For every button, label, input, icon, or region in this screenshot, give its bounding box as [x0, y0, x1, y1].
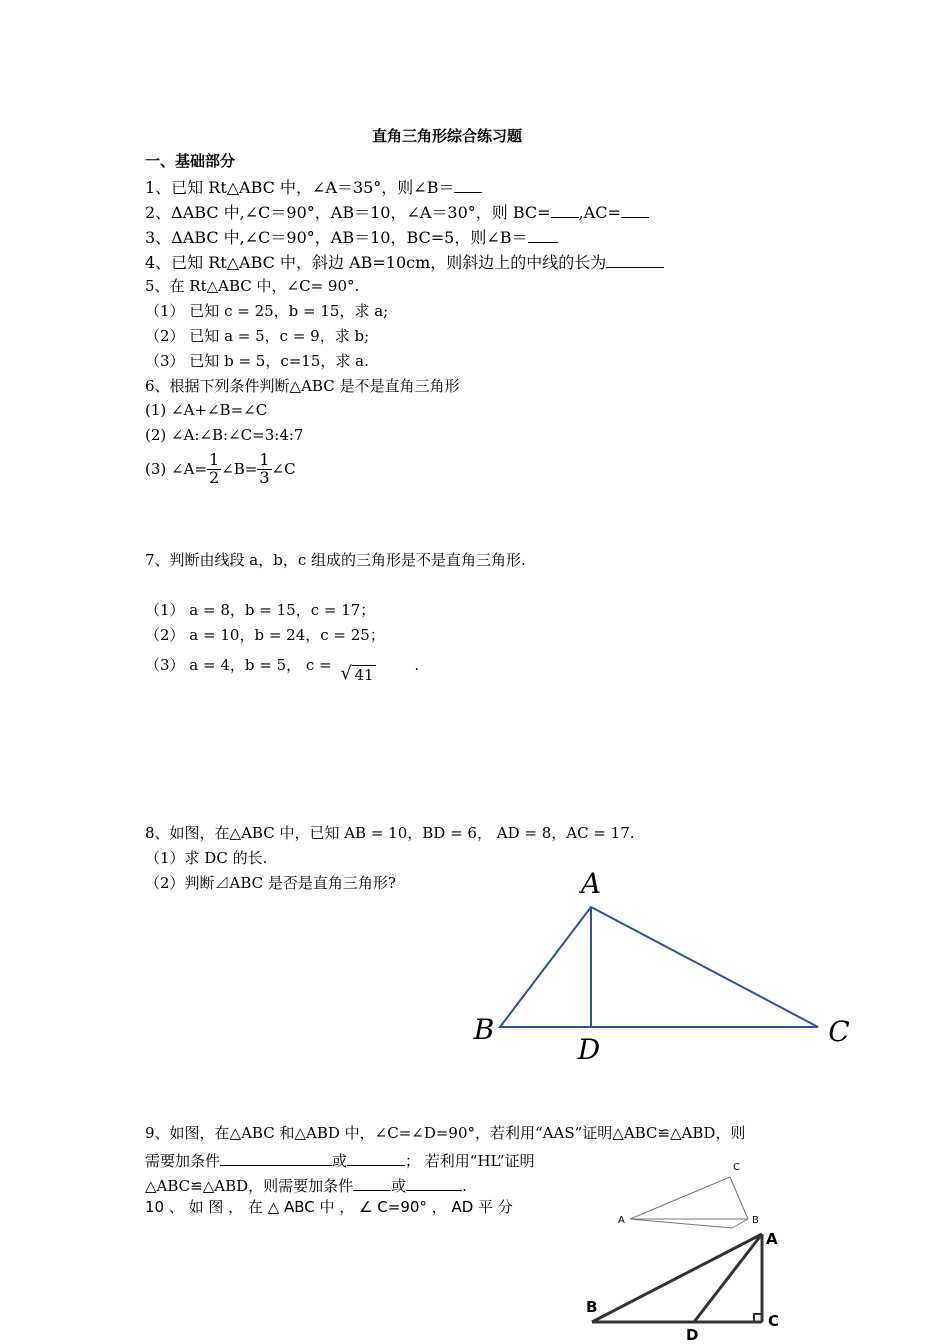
question-2-text: 2、ΔABC 中,∠C＝90°，AB＝10，∠A＝30°，则 BC=	[145, 203, 551, 222]
question-9-line-2	[145, 1151, 535, 1169]
question-9-line-3	[145, 1176, 467, 1194]
question-7-part-1: （1） a = 8，b = 15，c = 17；	[145, 601, 376, 619]
question-7-part-2: （2） a = 10，b = 24，c = 25；	[145, 626, 385, 644]
square-root	[340, 665, 375, 683]
question-1	[145, 178, 482, 196]
question-7-part-3	[145, 655, 420, 684]
q9-text-b: 或	[332, 1152, 348, 1170]
radical-sign-icon: √	[340, 663, 352, 684]
segment-cb	[730, 1177, 748, 1219]
answer-blank[interactable]	[621, 203, 649, 218]
q9-text-c: ； 若利用“HL”证明	[405, 1152, 535, 1170]
q6-3-prefix: (3) ∠A=	[145, 459, 207, 478]
fraction-one-third	[257, 452, 271, 487]
q9-text-f: .	[462, 1177, 467, 1195]
label-c: C	[768, 1312, 780, 1330]
q7-3-suffix: .	[414, 656, 420, 674]
q7-3-prefix: （3） a = 4，b = 5， c =	[145, 656, 337, 674]
fraction-denominator: 2	[209, 467, 220, 487]
question-2-text-b: ,AC=	[578, 203, 621, 222]
question-6-part-3	[145, 452, 296, 487]
question-6-part-1: (1) ∠A+∠B=∠C	[145, 401, 268, 419]
question-5-part-3: （3） 已知 b = 5，c=15，求 a.	[145, 352, 369, 370]
q9-text-d: △ABC≌△ABD，则需要加条件	[145, 1177, 354, 1195]
bisector-ad	[694, 1234, 762, 1322]
question-5-part-1: （1） 已知 c = 25，b = 15，求 a;	[145, 302, 389, 320]
question-4	[145, 253, 664, 271]
label-a: A	[580, 867, 602, 900]
q6-3-suffix: ∠C	[271, 459, 296, 478]
fraction-numerator: 1	[209, 450, 220, 469]
question-8-part-1: （1）求 DC 的长.	[145, 849, 268, 867]
question-7: 7、判断由线段 a，b，c 组成的三角形是不是直角三角形.	[145, 551, 526, 569]
label-d: D	[577, 1033, 601, 1066]
side-ab	[592, 1234, 762, 1322]
question-2	[145, 203, 649, 221]
q9-text-a: 需要加条件	[145, 1152, 221, 1170]
label-b: B	[752, 1215, 759, 1226]
section-heading: 一、基础部分	[145, 152, 236, 170]
radicand: 41	[354, 666, 374, 684]
fraction-denominator: 3	[259, 467, 270, 487]
question-3-text: 3、ΔABC 中,∠C＝90°，AB＝10，BC=5，则∠B＝	[145, 228, 528, 247]
question-1-text: 1、已知 Rt△ABC 中，∠A＝35°，则∠B＝	[145, 178, 455, 197]
question-6-part-2: (2) ∠A:∠B:∠C=3:4:7	[145, 426, 304, 444]
answer-blank[interactable]	[454, 178, 482, 193]
q9-text-e: 或	[391, 1177, 407, 1195]
answer-blank[interactable]	[406, 1176, 462, 1191]
question-8: 8、如图，在△ABC 中，已知 AB = 10，BD = 6， AD = 8，AC = 17.	[145, 824, 635, 842]
figure-10	[582, 1222, 792, 1344]
answer-blank[interactable]	[528, 228, 558, 243]
segment-ac	[630, 1177, 730, 1219]
label-a: A	[766, 1230, 778, 1248]
answer-blank[interactable]	[347, 1151, 405, 1166]
question-6: 6、根据下列条件判断△ABC 是不是直角三角形	[145, 377, 460, 395]
label-d: D	[686, 1326, 699, 1344]
answer-blank[interactable]	[551, 203, 579, 218]
question-4-text: 4、已知 Rt△ABC 中，斜边 AB=10cm，则斜边上的中线的长为	[145, 253, 607, 272]
question-10: 10 、 如 图 ， 在 △ ABC 中 ， ∠ C=90° ， AD 平 分	[145, 1198, 513, 1216]
fraction-numerator: 1	[259, 450, 270, 469]
answer-blank[interactable]	[606, 253, 664, 268]
fraction-one-half	[207, 452, 221, 487]
question-8-part-2: （2）判断⊿ABC 是否是直角三角形?	[145, 874, 396, 892]
label-a: A	[618, 1215, 625, 1226]
question-3	[145, 228, 558, 246]
question-5-part-2: （2） 已知 a = 5，c = 9，求 b;	[145, 327, 370, 345]
triangle-abc	[500, 907, 818, 1027]
question-9-line-1: 9、如图，在△ABC 和△ABD 中，∠C=∠D=90°，若利用“AAS”证明△ABC≌△ABD，则	[145, 1124, 746, 1142]
figure-triangle-abc	[470, 866, 860, 1066]
page-title: 直角三角形综合练习题	[372, 127, 523, 145]
question-5: 5、在 Rt△ABC 中，∠C= 90°.	[145, 277, 360, 295]
answer-blank[interactable]	[353, 1176, 391, 1191]
label-b: B	[473, 1013, 495, 1046]
label-b: B	[586, 1298, 598, 1316]
label-c: C	[733, 1162, 740, 1173]
label-c: C	[828, 1015, 850, 1048]
answer-blank[interactable]	[220, 1151, 332, 1166]
q6-3-mid: ∠B=	[221, 459, 258, 478]
